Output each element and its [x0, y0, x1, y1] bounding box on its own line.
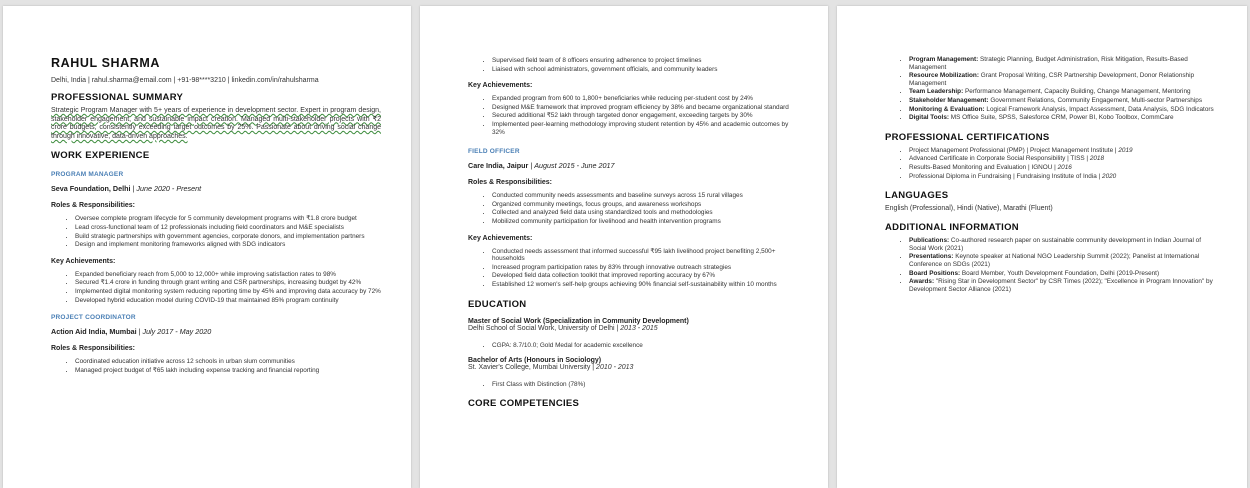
- languages-heading: LANGUAGES: [885, 190, 949, 202]
- additional-list: [885, 237, 1219, 293]
- job2-role: PROJECT COORDINATOR: [51, 314, 136, 322]
- job1-ach-label: Key Achievements:: [51, 257, 116, 265]
- list-item: • First Class with Distinction (78%): [492, 381, 798, 389]
- list-item: • Design and implement monitoring frameworks aligned with SDG indicators: [75, 241, 381, 249]
- list-item: • Mobilized community participation for livelihood and health intervention programs: [492, 218, 798, 226]
- competencies-list: [885, 56, 1219, 122]
- additional-key: Board Positions:: [909, 269, 961, 277]
- list-item: • Liaised with school administrators, government officials, and community leaders: [492, 66, 798, 74]
- list-item: [909, 114, 1219, 122]
- candidate-name: RAHUL SHARMA: [51, 56, 161, 70]
- summary-text: Strategic Program Manager with 5+ years of experience in development sector. Expert in program design, stakeholder engagement, and sustainable impact creation. Managed multi-stakeholder projects with ₹2 crore budgets, consistently exceeding target outcomes by 25%. Passionate about driving social change through innovative, data-driven approaches.: [51, 107, 381, 140]
- competencies-heading: CORE COMPETENCIES: [468, 397, 580, 409]
- edu2-dates: 2010 - 2013: [596, 364, 634, 372]
- job2-dates: July 2017 - May 2020: [142, 327, 212, 337]
- job1-dates: June 2020 - Present: [136, 184, 202, 194]
- list-item: [909, 155, 1219, 163]
- languages-text: English (Professional), Hindi (Native), Marathi (Fluent): [885, 205, 1053, 213]
- job2-ach-label: Key Achievements:: [468, 82, 533, 90]
- edu1-school: Delhi School of Social Work, University of Delhi: [468, 324, 615, 332]
- job3-ach-list: [468, 248, 798, 289]
- job3-roles-list: [468, 192, 798, 225]
- cert-year: 2020: [1102, 172, 1117, 180]
- list-item: [909, 72, 1219, 87]
- job3-roles-label: Roles & Responsibilities:: [468, 179, 553, 187]
- list-item: [909, 164, 1219, 172]
- edu2-detail-list: [468, 381, 798, 389]
- list-item: • Build strategic partnerships with government agencies, corporate donors, and implementation partners: [75, 233, 381, 241]
- job3-dates: August 2015 - June 2017: [534, 161, 615, 171]
- competency-value: Performance Management, Capacity Building, Change Management, Mentoring: [965, 88, 1191, 96]
- contact-line: Delhi, India | rahul.sharma@email.com | +91-98****3210 | linkedin.com/in/rahulsharma: [51, 77, 319, 84]
- additional-key: Presentations:: [909, 253, 954, 261]
- list-item: [909, 88, 1219, 96]
- list-item: • Coordinated education initiative across 12 schools in urban slum communities: [75, 358, 381, 366]
- list-item: [909, 147, 1219, 155]
- list-item: • Designed M&E framework that improved program efficiency by 38% and became organizational standard: [492, 104, 798, 112]
- competency-key: Resource Mobilization:: [909, 72, 979, 80]
- edu1-dates: 2013 - 2015: [620, 324, 658, 332]
- additional-value: "Rising Star in Development Sector" by CSR Times (2022); "Excellence in Program Innovation" by Development Sector Alliance (2021): [909, 278, 1213, 293]
- competency-value: Logical Framework Analysis, Impact Assessment, Data Analysis, SDG Indicators: [986, 105, 1214, 113]
- cert-year: 2018: [1089, 155, 1105, 163]
- cert-text: Professional Diploma in Fundraising | Fundraising Institute of India |: [909, 172, 1103, 180]
- list-item: [909, 237, 1219, 252]
- job2-roles-cont-list: [468, 57, 798, 73]
- edu1-degree: Master of Social Work (Specialization in Community Development): [468, 317, 689, 325]
- list-item: • Implemented digital monitoring system reducing reporting time by 45% and improving data accuracy by 72%: [75, 288, 381, 296]
- job1-roles-label: Roles & Responsibilities:: [51, 202, 136, 210]
- job2-ach-list: [468, 95, 798, 136]
- cert-year: 2016: [1057, 163, 1072, 171]
- resume-page-3: [837, 6, 1247, 488]
- list-item: [909, 173, 1219, 181]
- resume-page-2: [420, 6, 828, 488]
- list-item: [909, 97, 1219, 105]
- list-item: [909, 278, 1219, 293]
- list-item: • CGPA: 8.7/10.0; Gold Medal for academic excellence: [492, 342, 798, 350]
- certifications-heading: PROFESSIONAL CERTIFICATIONS: [885, 131, 1050, 143]
- job1-org-line: Seva Foundation, Delhi | June 2020 - Present: [51, 184, 202, 194]
- additional-key: Publications:: [909, 237, 950, 245]
- cert-text: Advanced Certificate in Corporate Social Responsibility | TISS |: [909, 155, 1090, 163]
- competency-key: Stakeholder Management:: [909, 96, 989, 104]
- job1-role: PROGRAM MANAGER: [51, 171, 124, 179]
- list-item: • Increased program participation rates by 83% through innovative outreach strategies: [492, 264, 798, 272]
- list-item: [909, 106, 1219, 114]
- job1-org: Seva Foundation, Delhi: [51, 184, 131, 194]
- competency-value: Government Relations, Community Engagement, Multi-sector Partnerships: [990, 96, 1203, 104]
- job3-org-line: Care India, Jaipur | August 2015 - June 2017: [468, 161, 615, 171]
- edu1-detail-list: [468, 342, 798, 350]
- competency-value: Strategic Planning, Budget Administration, Risk Mitigation, Results-Based Management: [909, 56, 1188, 71]
- list-item: • Oversee complete program lifecycle for 5 community development programs with ₹1.8 crore budget: [75, 215, 381, 223]
- additional-heading: ADDITIONAL INFORMATION: [885, 222, 1019, 234]
- job2-org: Action Aid India, Mumbai: [51, 327, 137, 337]
- edu2-school: St. Xavier's College, Mumbai University: [468, 364, 591, 372]
- list-item: • Secured additional ₹52 lakh through targeted donor engagement, exceeding targets by 30%: [492, 112, 798, 120]
- education-heading: EDUCATION: [468, 298, 527, 310]
- cert-text: Results-Based Monitoring and Evaluation | IGNOU |: [909, 163, 1058, 171]
- job2-roles-list: [51, 358, 381, 374]
- list-item: • Supervised field team of 8 officers ensuring adherence to project timelines: [492, 57, 798, 65]
- edu2-school-line: St. Xavier's College, Mumbai University | 2010 - 2013: [468, 364, 634, 372]
- job1-ach-list: [51, 271, 381, 304]
- cert-year: 2019: [1118, 146, 1133, 154]
- work-heading: WORK EXPERIENCE: [51, 150, 150, 162]
- competency-value: MS Office Suite, SPSS, Salesforce CRM, Power BI, Kobo Toolbox, CommCare: [950, 114, 1174, 122]
- list-item: • Collected and analyzed field data using standardized tools and methodologies: [492, 209, 798, 217]
- competency-key: Team Leadership:: [909, 88, 964, 96]
- cert-text: Project Management Professional (PMP) | Project Management Institute |: [909, 146, 1119, 154]
- list-item: • Established 12 women's self-help groups achieving 90% financial self-sustainability within 10 months: [492, 281, 798, 289]
- list-item: • Secured ₹1.4 crore in funding through grant writing and CSR partnerships, increasing budget by 42%: [75, 279, 381, 287]
- summary-heading: PROFESSIONAL SUMMARY: [51, 92, 184, 103]
- competency-value: Grant Proposal Writing, CSR Partnership Development, Donor Relationship Management: [909, 72, 1195, 87]
- additional-value: Keynote speaker at National NGO Leadership Summit (2022); Panelist at International Conference on SDGs (2021): [909, 253, 1200, 268]
- list-item: [909, 270, 1219, 278]
- list-item: • Organized community meetings, focus groups, and awareness workshops: [492, 201, 798, 209]
- edu2-degree: Bachelor of Arts (Honours in Sociology): [468, 357, 602, 365]
- competency-key: Digital Tools:: [909, 114, 949, 122]
- edu1-school-line: Delhi School of Social Work, University of Delhi | 2013 - 2015: [468, 324, 658, 332]
- list-item: • Lead cross-functional team of 12 professionals including field coordinators and M&E specialists: [75, 224, 381, 232]
- job3-ach-label: Key Achievements:: [468, 234, 533, 242]
- list-item: • Expanded program from 600 to 1,800+ beneficiaries while reducing per-student cost by 24%: [492, 95, 798, 103]
- list-item: • Implemented peer-learning methodology improving student retention by 45% and academic outcomes by 32%: [492, 121, 798, 136]
- additional-value: Board Member, Youth Development Foundation, Delhi (2019-Present): [961, 269, 1160, 277]
- additional-key: Awards:: [909, 278, 935, 286]
- list-item: • Conducted community needs assessments and baseline surveys across 15 rural villages: [492, 192, 798, 200]
- list-item: • Managed project budget of ₹65 lakh including expense tracking and financial reporting: [75, 367, 381, 375]
- additional-value: Co-authored research paper on sustainable community development in Indian Journal of Social Work (2021): [909, 237, 1201, 252]
- job2-roles-label: Roles & Responsibilities:: [51, 345, 136, 353]
- list-item: • Expanded beneficiary reach from 5,000 to 12,000+ while improving satisfaction rates to 98%: [75, 271, 381, 279]
- list-item: [909, 253, 1219, 268]
- certifications-list: [885, 147, 1219, 180]
- list-item: [909, 56, 1219, 71]
- resume-page-1: [3, 6, 411, 488]
- list-item: • Developed hybrid education model during COVID-19 that maintained 85% program continuity: [75, 297, 381, 305]
- job1-roles-list: [51, 215, 381, 248]
- competency-key: Monitoring & Evaluation:: [909, 105, 985, 113]
- job3-org: Care India, Jaipur: [468, 161, 529, 171]
- job3-role: FIELD OFFICER: [468, 148, 520, 156]
- competency-key: Program Management:: [909, 56, 979, 63]
- list-item: • Conducted needs assessment that informed successful ₹95 lakh livelihood project benefiting 2,500+ households: [492, 248, 798, 263]
- list-item: • Developed field data collection toolkit that improved reporting accuracy by 67%: [492, 272, 798, 280]
- job2-org-line: Action Aid India, Mumbai | July 2017 - May 2020: [51, 327, 212, 337]
